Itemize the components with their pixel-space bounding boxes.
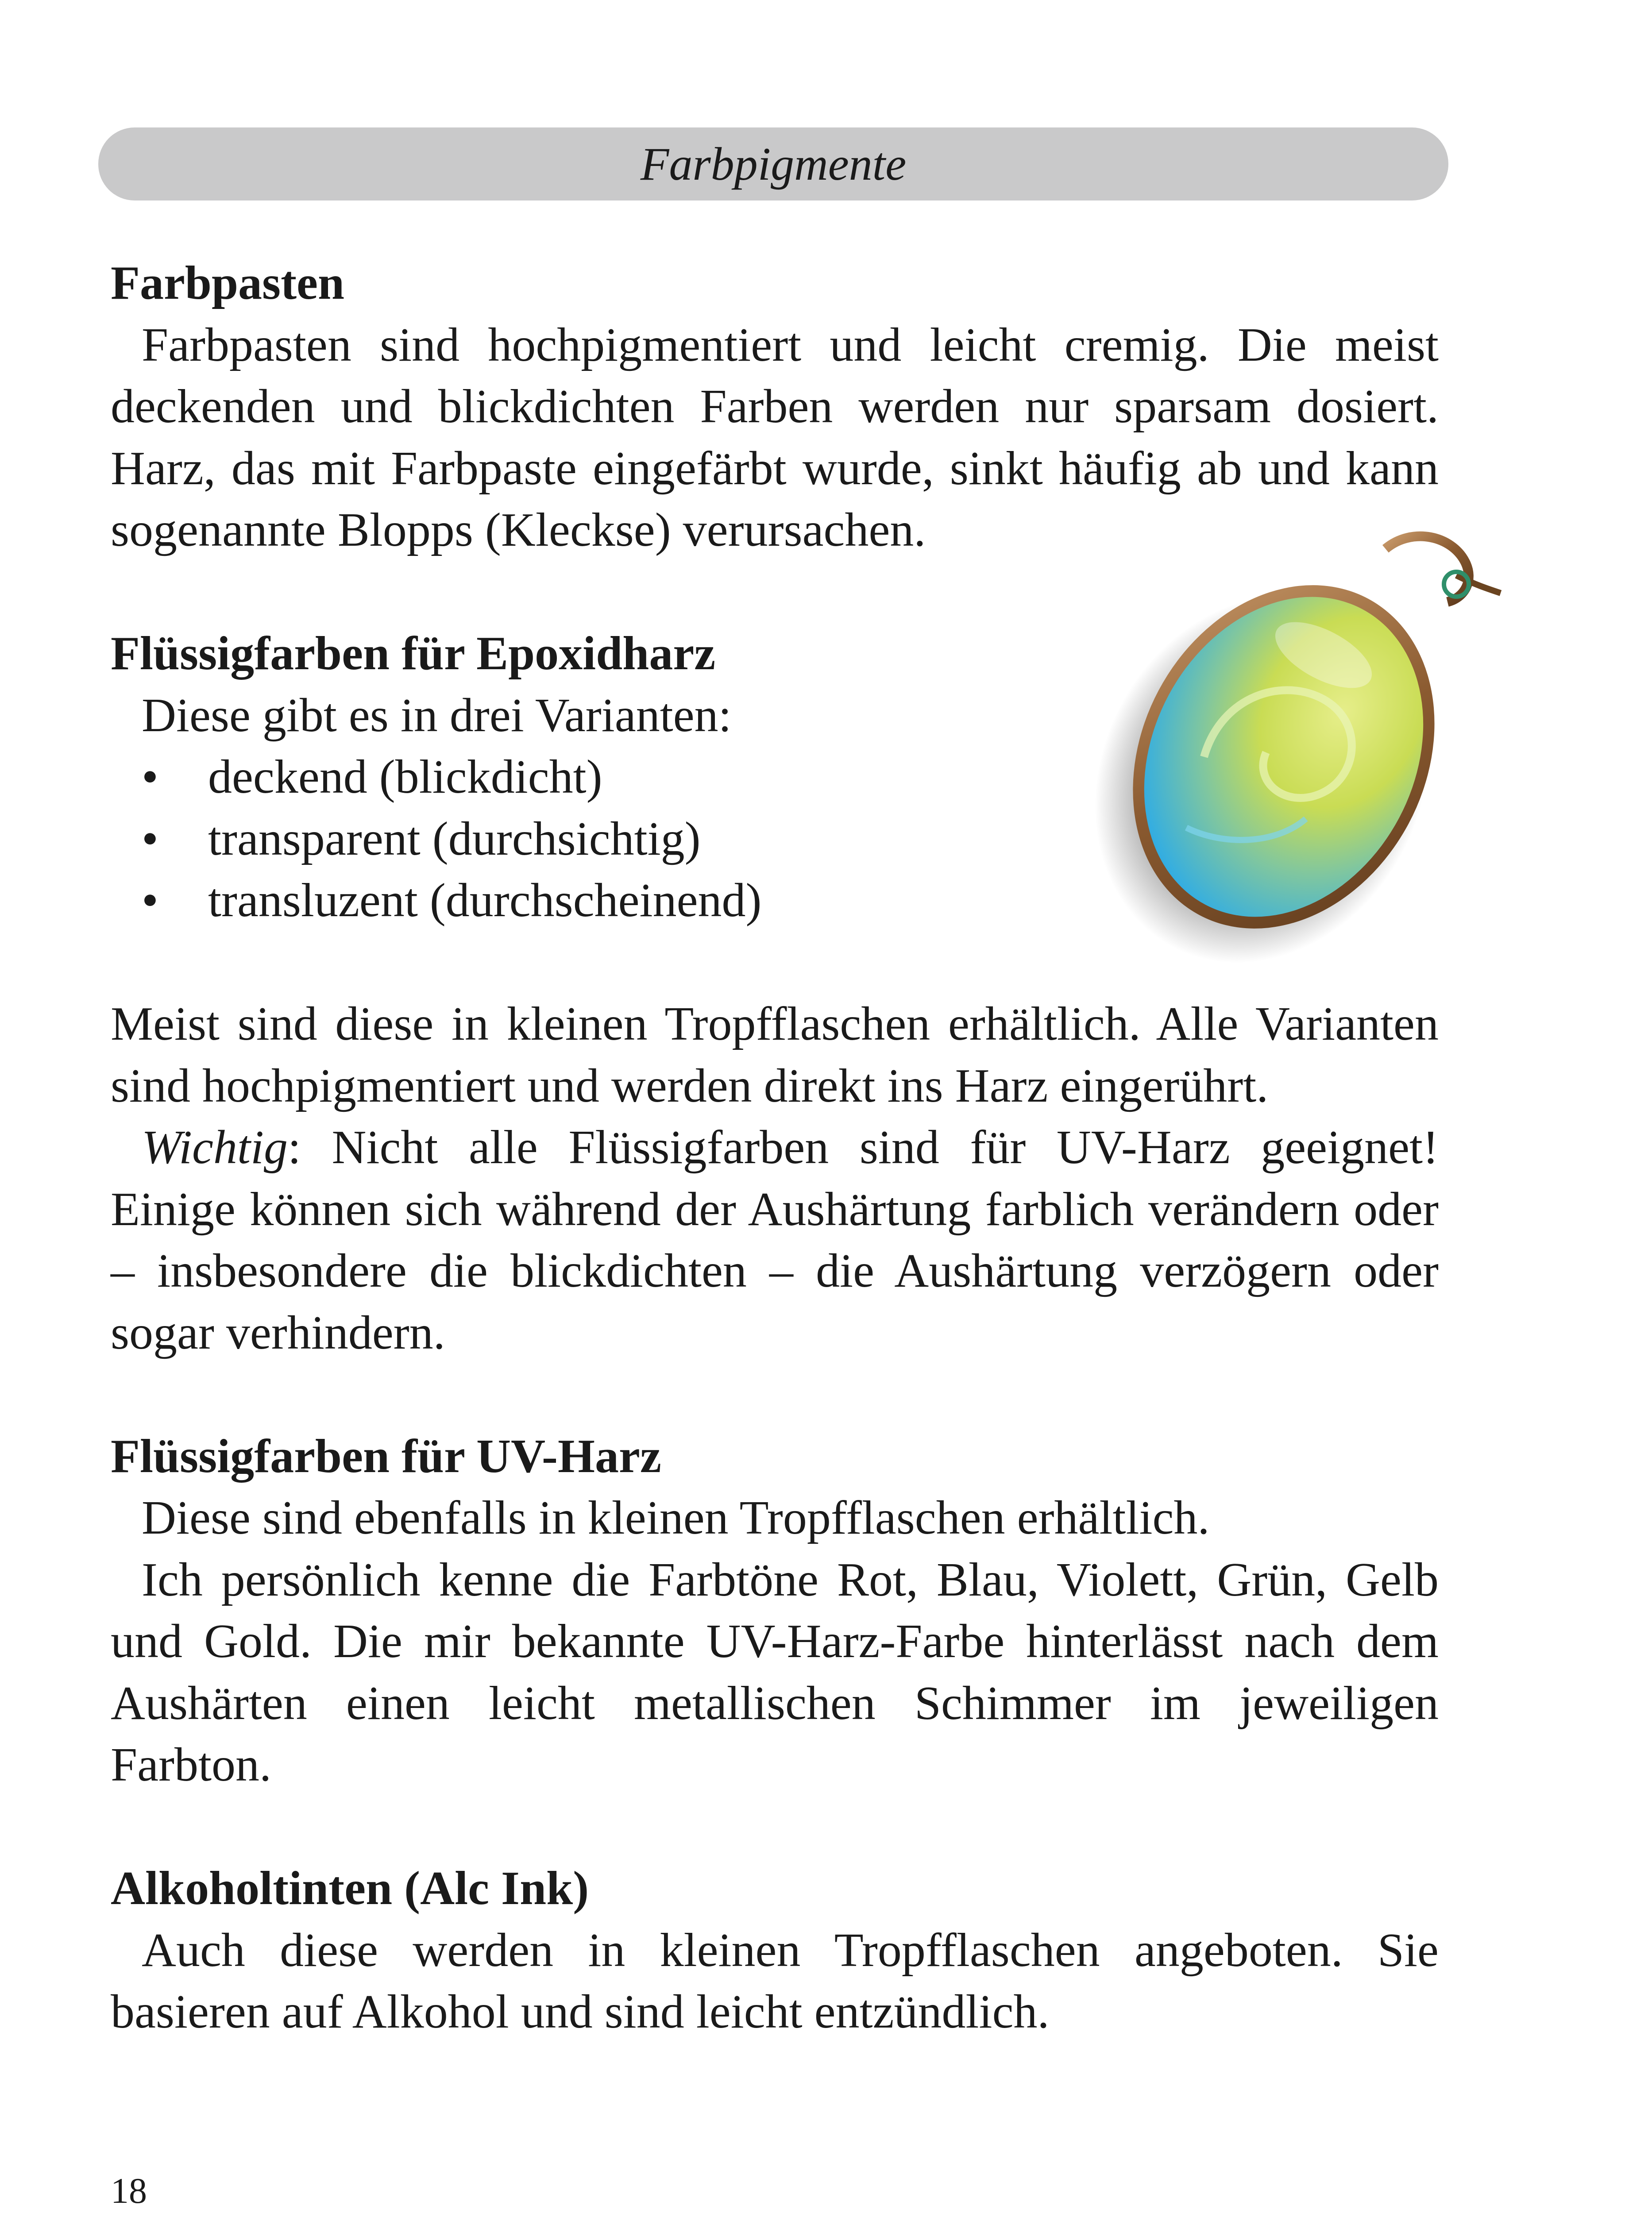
variant-list [111, 746, 1062, 932]
section-title-alkoholtinten: Alkoholtinten (Alc Ink) [111, 1862, 589, 1915]
paragraph-farbpasten: Farbpasten sind hochpigmentiert und leicht cremig. Die meist deckenden und blickdichten Farben werden nur sparsam dosiert. Harz, das mit Farbpaste eingefärbt wurde, sinkt häufig ab und kann sogenannte Blopps (Kleckse) verursachen. [111, 318, 1439, 556]
list-item: • deckend (blickdicht) [111, 746, 1062, 808]
chapter-header-bar [98, 127, 1448, 200]
section-title-epoxidharz: Flüssigfarben für Epoxidharz [111, 627, 716, 680]
bullet-icon: • [142, 751, 158, 803]
section-title-uv-harz: Flüssigfarben für UV-Harz [111, 1430, 661, 1483]
bullet-icon: • [142, 812, 158, 865]
paragraph-uv-harz-body: Ich persönlich kenne die Farbtöne Rot, Blau, Violett, Grün, Gelb und Gold. Die mir bekannte UV-Harz-Farbe hinterlässt nach dem Aushärten einen leicht metallischen Schimmer im jeweiligen Farbton. [111, 1553, 1439, 1791]
note-text: : Nicht alle Flüssigfarben sind für UV-Harz geeignet! Einige können sich während der Aushärtung farblich verändern oder – insbesondere die blickdichten – die Aushärtung verzögern oder sogar verhindern. [111, 1121, 1439, 1359]
paragraph-epoxidharz-note [111, 1117, 1439, 1364]
page-content [111, 252, 1439, 2043]
paragraph-epoxidharz-body: Meist sind diese in kleinen Tropfflaschen erhältlich. Alle Varianten sind hochpigmentiert und werden direkt ins Harz eingerührt. [111, 998, 1439, 1112]
chapter-title: Farbpigmente [640, 138, 907, 190]
bullet-icon: • [142, 874, 158, 927]
page-number: 18 [111, 2171, 147, 2211]
list-item: • transluzent (durchscheinend) [111, 870, 1062, 932]
section-title-farbpasten: Farbpasten [111, 257, 345, 309]
list-item: • transparent (durchsichtig) [111, 808, 1062, 870]
paragraph-epoxidharz-intro: Diese gibt es in drei Varianten: [142, 689, 732, 742]
paragraph-alkoholtinten: Auch diese werden in kleinen Tropfflaschen angeboten. Sie basieren auf Alkohol und sind leicht entzündlich. [111, 1924, 1439, 2038]
paragraph-uv-harz-line1: Diese sind ebenfalls in kleinen Tropfflaschen erhältlich. [142, 1492, 1210, 1544]
note-label: Wichtig [142, 1121, 288, 1174]
